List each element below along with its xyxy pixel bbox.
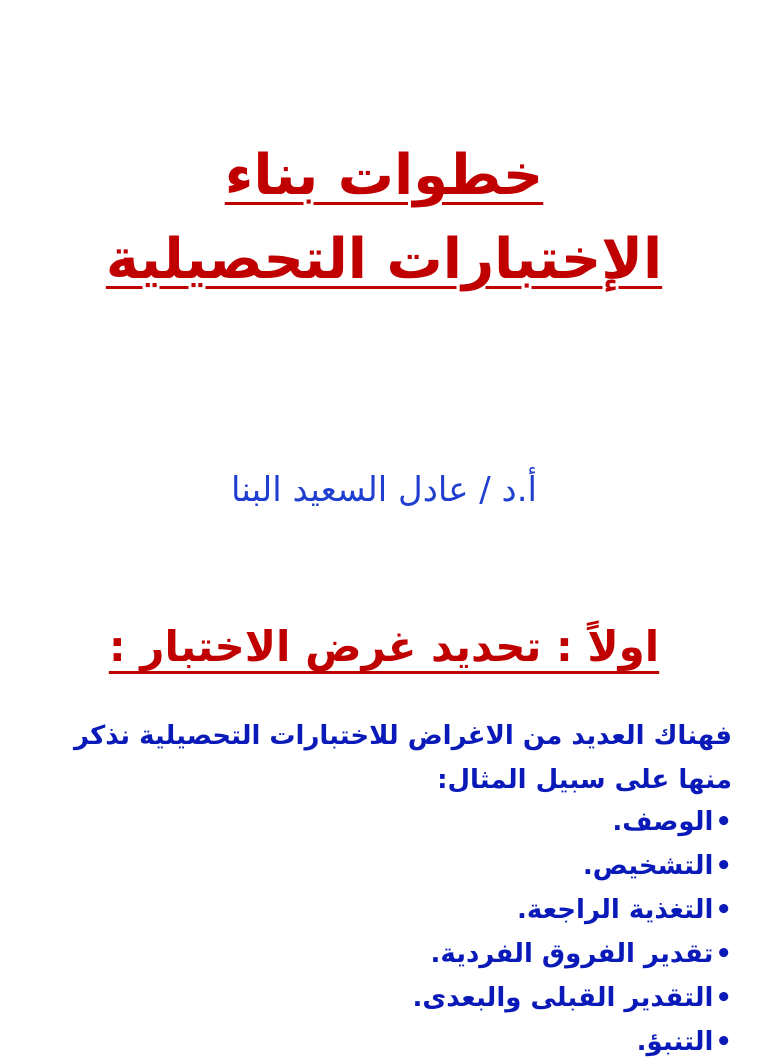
list-item-text: التقدير القبلى والبعدى. [412,983,714,1013]
title-line-1 [0,143,768,208]
list-item [32,1020,732,1064]
bullet-icon: • [715,939,732,969]
bullet-icon: • [715,895,732,925]
section-heading-text: اولاً : تحديد غرض الاختبار : [108,622,660,671]
list-item-text: التنبؤ. [636,1027,714,1057]
list-item-text: التشخيص. [582,851,714,881]
title-line-1-text: خطوات بناء [224,143,544,208]
title-line-2-text: الإختبارات التحصيلية [105,227,663,292]
list-item-text: التغذية الراجعة. [516,895,714,925]
bullet-icon: • [715,851,732,881]
intro-paragraph: فهناك العديد من الاغراض للاختبارات التحصيلية نذكر منها على سبيل المثال: [73,721,732,795]
list-item [32,888,732,932]
bullet-icon: • [715,1027,732,1057]
title-line-2 [0,227,768,292]
list-item-text: تقدير الفروق الفردية. [430,939,714,969]
section-heading [0,622,768,671]
purpose-list [32,800,732,1064]
bullet-icon: • [715,807,732,837]
list-item [32,844,732,888]
list-item [32,976,732,1020]
list-item [32,800,732,844]
author-name: أ.د / عادل السعيد البنا [231,470,537,510]
bullet-icon: • [715,983,732,1013]
list-item [32,932,732,976]
list-item-text: الوصف. [612,807,714,837]
